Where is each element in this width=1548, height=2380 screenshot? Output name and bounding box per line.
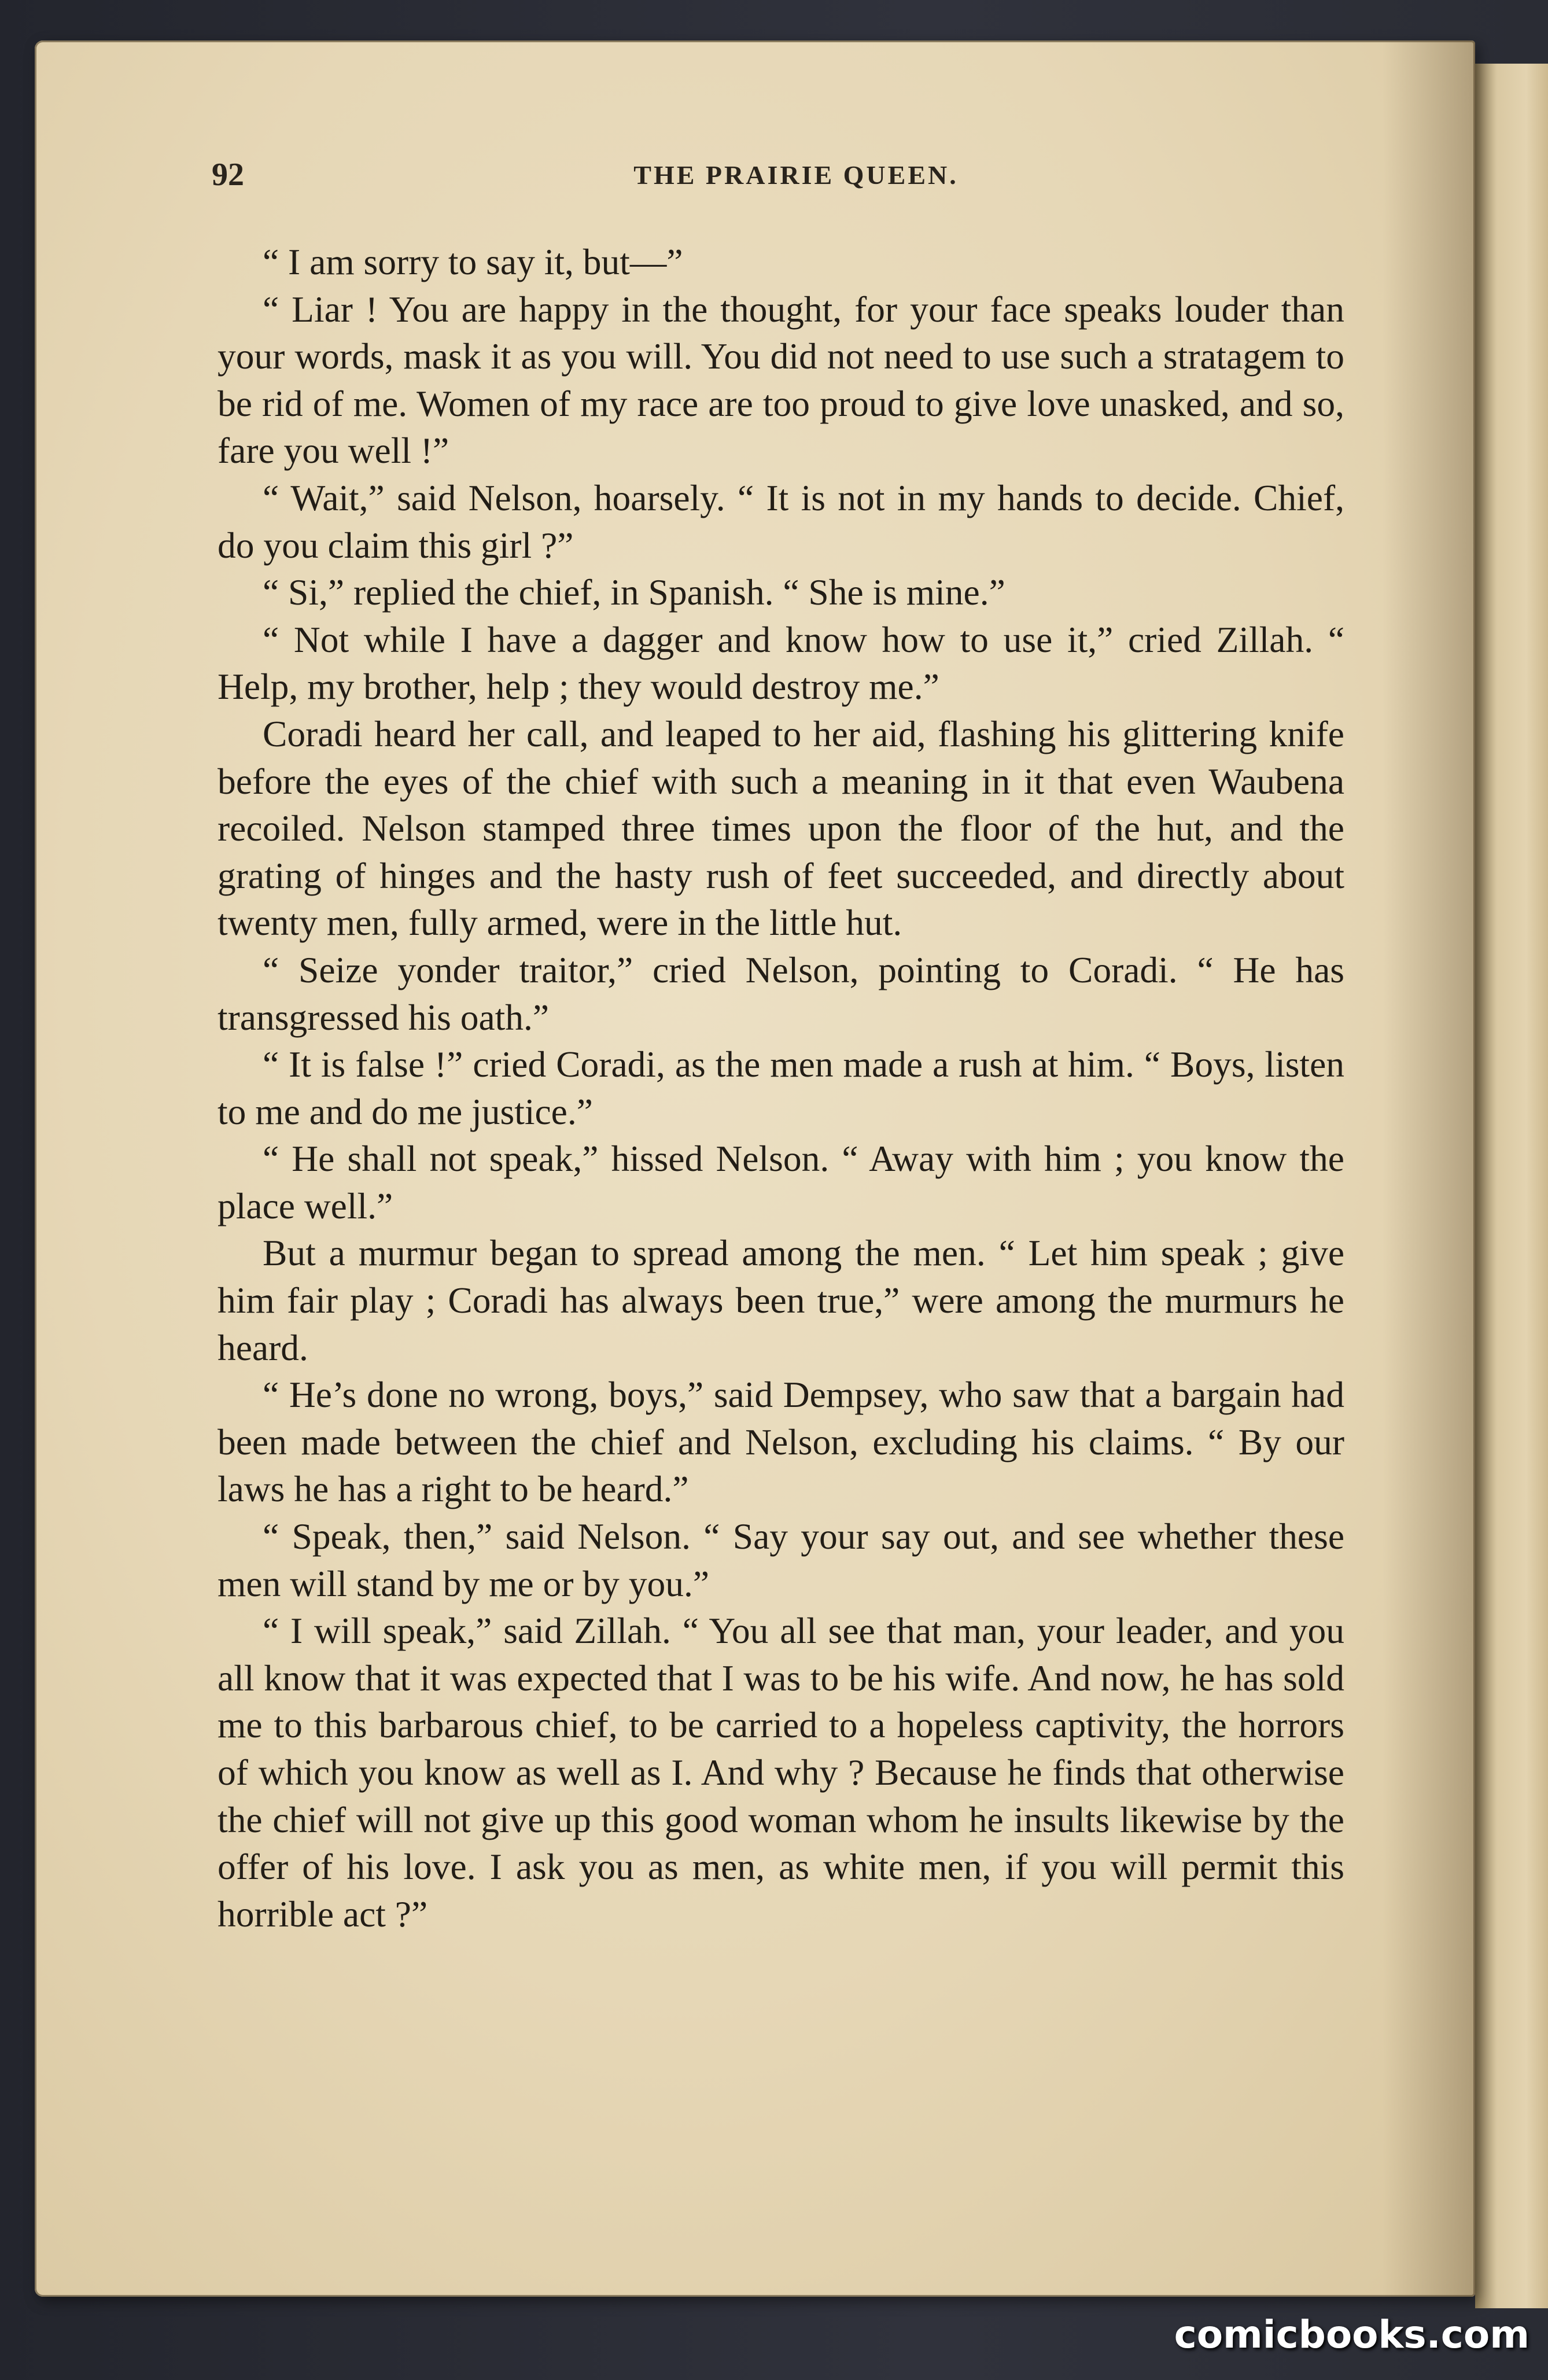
paragraph: “ I will speak,” said Zillah. “ You all see that man, your leader, and you all know that it was expected that I was to be his wife. And now, he has sold me to this barbarous chief, to be carried to a hopeless captivity, the horrors of which you know as well as I. And why ? Because he finds that otherwise the chief will not give up this good woman whom he insults likewise by the offer of his love. I ask you as men, as white men, if you will permit this horrible act ?”: [218, 1610, 1344, 1935]
paragraph: “ Wait,” said Nelson, hoarsely. “ It is not in my hands to decide. Chief, do you claim this girl ?”: [218, 477, 1344, 566]
book-title: THE PRAIRIE QUEEN.: [633, 160, 959, 190]
running-head: [212, 156, 1380, 197]
paragraph: “ He’s done no wrong, boys,” said Dempsey, who saw that a bargain had been made between the chief and Nelson, excluding his claims. “ By our laws he has a right to be heard.”: [218, 1374, 1344, 1510]
paragraph: Coradi heard her call, and leaped to her aid, flashing his glittering knife before the eyes of the chief with such a meaning in it that even Waubena recoiled. Nelson stamped three times upon the floor of the hut, and the grating of hinges and the hasty rush of feet succeeded, and directly about twenty men, fully armed, were in the little hut.: [218, 713, 1344, 944]
paragraph: “ Not while I have a dagger and know how to use it,” cried Zillah. “ Help, my brother, help ; they would destroy me.”: [218, 618, 1344, 708]
paragraph: “ He shall not speak,” hissed Nelson. “ Away with him ; you know the place well.”: [218, 1138, 1344, 1226]
paragraph: “ Liar ! You are happy in the thought, for your face speaks louder than your words, mask it as you will. You did not need to use such a stratagem to be rid of me. Women of my race are too proud to give love unasked, and so, fare you well !”: [218, 288, 1344, 471]
paragraph: “ It is false !” cried Coradi, as the men made a rush at him. “ Boys, listen to me and do me justice.”: [218, 1044, 1344, 1132]
paragraph: “ I am sorry to say it, but—”: [263, 241, 683, 282]
body-text: [218, 238, 1344, 1937]
paragraph: But a murmur began to spread among the men. “ Let him speak ; give him fair play ; Coradi has always been true,” were among the murmurs he heard.: [218, 1232, 1344, 1368]
paragraph: “ Speak, then,” said Nelson. “ Say your say out, and see whether these men will stand by me or by you.”: [218, 1516, 1344, 1604]
facing-page-edge: [1475, 64, 1548, 2308]
paragraph: “ Seize yonder traitor,” cried Nelson, pointing to Coradi. “ He has transgressed his oath.”: [218, 949, 1344, 1038]
site-watermark: comicbooks.com: [1174, 2312, 1529, 2357]
paragraph: “ Si,” replied the chief, in Spanish. “ She is mine.”: [263, 572, 1005, 613]
page-number: 92: [212, 157, 244, 193]
